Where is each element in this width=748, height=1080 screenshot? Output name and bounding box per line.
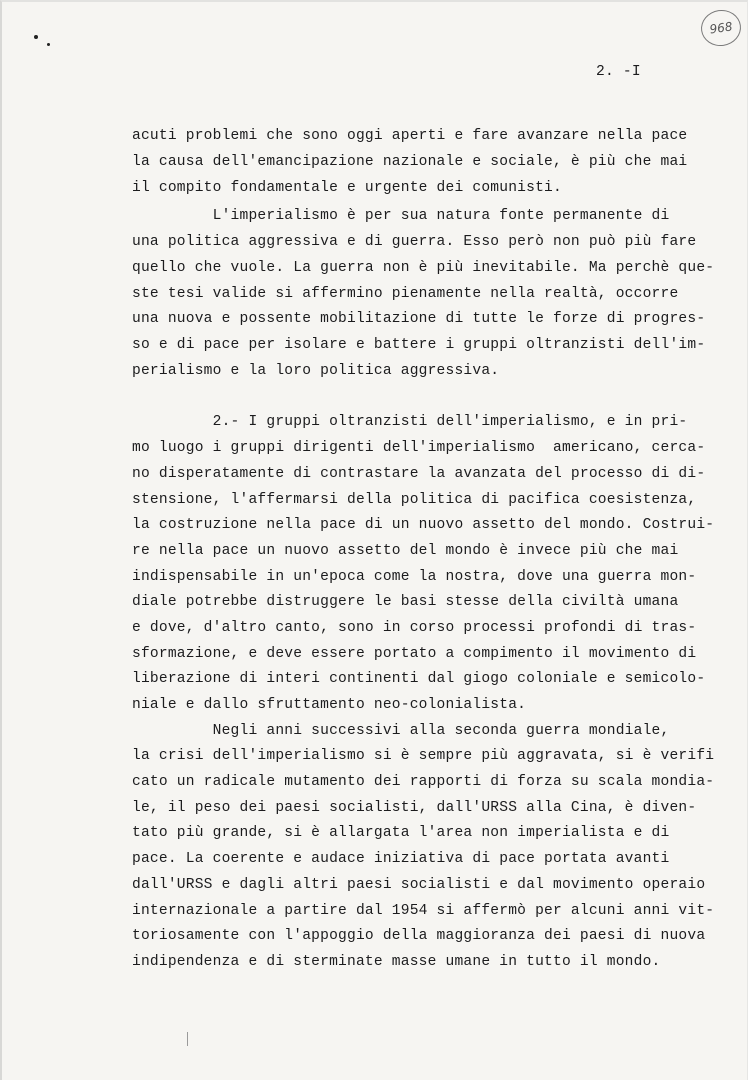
text-line: una nuova e possente mobilitazione di tutte le forze di progres- (132, 311, 706, 327)
text-line: il compito fondamentale e urgente dei comunisti. (132, 180, 562, 196)
text-line: Negli anni successivi alla seconda guerra mondiale, (132, 723, 670, 739)
ink-speck (47, 43, 50, 46)
text-line: niale e dallo sfruttamento neo-colonialista. (132, 697, 527, 713)
pen-mark (187, 1032, 188, 1046)
text-line: dall'URSS e dagli altri paesi socialisti e dal movimento operaio (132, 877, 706, 893)
text-line: sformazione, e deve essere portato a compimento il movimento di (132, 646, 697, 662)
text-line: no disperatamente di contrastare la avanzata del processo di di- (132, 466, 706, 482)
text-line: e dove, d'altro canto, sono in corso processi profondi di tras- (132, 620, 697, 636)
text-line: perialismo e la loro politica aggressiva. (132, 363, 500, 379)
text-line: quello che vuole. La guerra non è più inevitabile. Ma perchè que- (132, 260, 715, 276)
archive-stamp: 968 (699, 7, 744, 48)
text-line: mo luogo i gruppi dirigenti dell'imperialismo americano, cerca- (132, 440, 706, 456)
text-line: liberazione di interi continenti dal giogo coloniale e semicolo- (132, 671, 706, 687)
text-line: diale potrebbe distruggere le basi stesse della civiltà umana (132, 594, 679, 610)
text-line: tato più grande, si è allargata l'area non imperialista e di (132, 825, 670, 841)
text-line: toriosamente con l'appoggio della maggioranza dei paesi di nuova (132, 928, 706, 944)
text-line: la causa dell'emancipazione nazionale e sociale, è più che mai (132, 154, 688, 170)
text-line: acuti problemi che sono oggi aperti e fare avanzare nella pace (132, 128, 688, 144)
text-line: le, il peso dei paesi socialisti, dall'URSS alla Cina, è diven- (132, 800, 697, 816)
text-line: indispensabile in un'epoca come la nostra, dove una guerra mon- (132, 569, 697, 585)
text-line: so e di pace per isolare e battere i gruppi oltranzisti dell'im- (132, 337, 706, 353)
text-line: L'imperialismo è per sua natura fonte permanente di (132, 208, 670, 224)
text-line: la crisi dell'imperialismo si è sempre più aggravata, si è verifi (132, 748, 715, 764)
text-line: stensione, l'affermarsi della politica di pacifica coesistenza, (132, 492, 697, 508)
text-line: ste tesi valide si affermino pienamente nella realtà, occorre (132, 286, 679, 302)
ink-speck (34, 35, 38, 39)
text-line: re nella pace un nuovo assetto del mondo è invece più che mai (132, 543, 679, 559)
text-line: una politica aggressiva e di guerra. Esso però non può più fare (132, 234, 697, 250)
text-line: pace. La coerente e audace iniziativa di pace portata avanti (132, 851, 670, 867)
page-number: 2. -I (596, 64, 641, 80)
text-line: internazionale a partire dal 1954 si affermò per alcuni anni vit- (132, 903, 715, 919)
text-line: la costruzione nella pace di un nuovo assetto del mondo. Costrui- (132, 517, 715, 533)
text-line: indipendenza e di sterminate masse umane in tutto il mondo. (132, 954, 661, 970)
text-line: 2.- I gruppi oltranzisti dell'imperialismo, e in pri- (132, 414, 688, 430)
text-line: cato un radicale mutamento dei rapporti di forza su scala mondia- (132, 774, 715, 790)
